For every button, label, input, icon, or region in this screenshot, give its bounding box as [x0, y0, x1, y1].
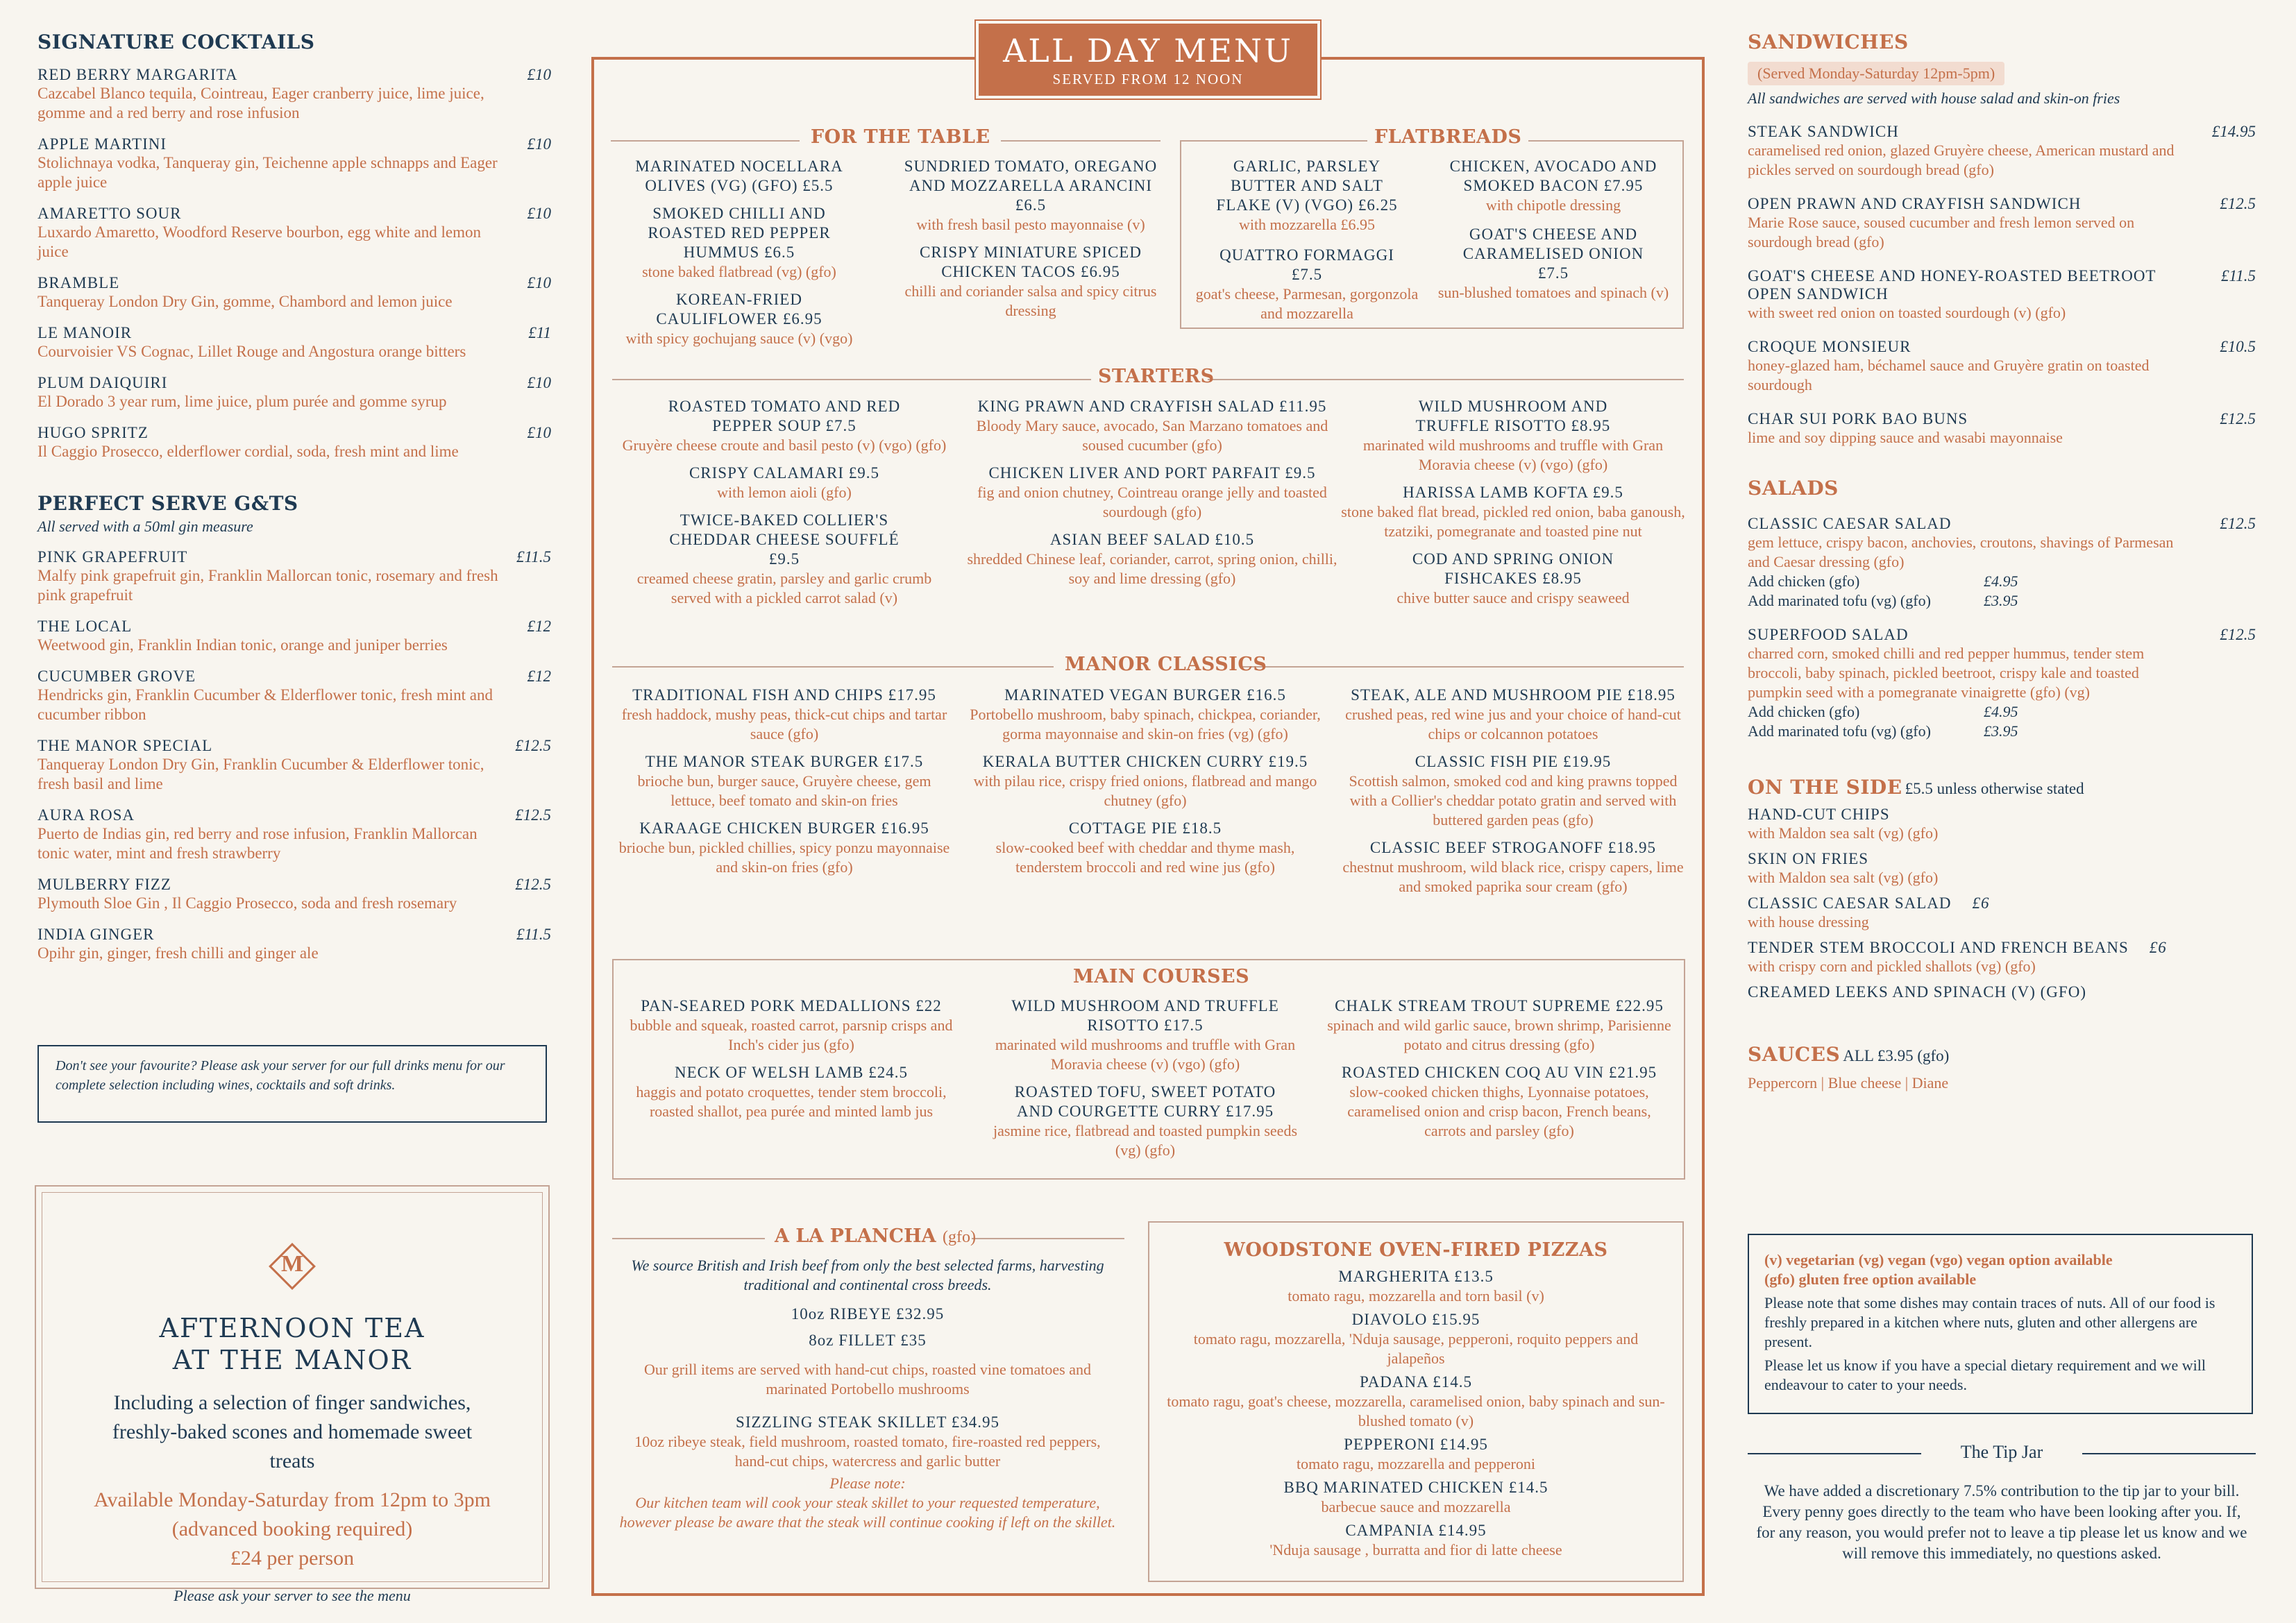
item-description: 'Nduja sausage , burratta and fior di latte cheese [1269, 1541, 1562, 1558]
side-item [1748, 939, 2256, 976]
item-description: creamed cheese gratin, parsley and garlic crumb served with a pickled carrot salad (v) [636, 570, 932, 606]
item-name: QUATTRO FORMAGGI £7.5 [1219, 246, 1394, 283]
menu-item [1166, 1478, 1666, 1517]
item-price: £10.5 [2220, 338, 2256, 355]
item-price: £11.5 [2220, 267, 2256, 284]
item-name: NECK OF WELSH LAMB £24.5 [674, 1064, 908, 1081]
item-description: jasmine rice, flatbread and toasted pumpkin seeds (vg) (gfo) [993, 1122, 1298, 1159]
drinks-column [37, 31, 551, 963]
add-on-label: Add marinated tofu (vg) (gfo) [1748, 722, 1931, 740]
item-description: slow-cooked chicken thighs, Lyonnaise potatoes, caramelised onion and crisp bacon, French beans, carrots and parsley (gfo) [1347, 1083, 1651, 1139]
item-description: with pilau rice, crispy fried onions, flatbread and mango chutney (gfo) [973, 772, 1317, 809]
item-price: £10 [527, 274, 551, 291]
menu-item [618, 686, 951, 744]
item-description: chilli and coriander salsa and spicy citrus dressing [904, 282, 1157, 319]
add-on-price: £3.95 [1984, 592, 2018, 609]
item-description: stone baked flat bread, pickled red onion, baba ganoush, tzatziki, pomegranate and toasted pine nut [1341, 503, 1685, 540]
item-description: with spicy gochujang sauce (v) (vgo) [625, 330, 853, 347]
menu-item [37, 926, 551, 963]
menu-item [1340, 397, 1687, 475]
item-description: lime and soy dipping sauce and wasabi mayonnaise [1748, 429, 2063, 446]
allergen-note-2: Please let us know if you have a special dietary requirement and we will endeavour to cater to your needs. [1764, 1357, 2206, 1393]
item-name: OPEN PRAWN AND CRAYFISH SANDWICH [1748, 195, 2082, 212]
salads-title: SALADS [1748, 477, 1839, 500]
item-description: with Maldon sea salt (vg) (gfo) [1748, 869, 1939, 886]
item-description: chestnut mushroom, wild black rice, crispy capers, lime and smoked paprika sour cream (gfo) [1342, 858, 1684, 895]
item-name: SUPERFOOD SALAD [1748, 626, 1909, 643]
item-description: Tanqueray London Dry Gin, Franklin Cucumber & Elderflower tonic, fresh basil and lime [37, 756, 484, 792]
item-name: PAN-SEARED PORK MEDALLIONS £22 [641, 997, 942, 1014]
item-price: £12 [527, 668, 551, 685]
sides-list [1748, 806, 2256, 1001]
item-name: PEPPERONI £14.95 [1344, 1436, 1488, 1453]
menu-item [1166, 1435, 1666, 1474]
item-description: brioche bun, burger sauce, Gruyère cheese, gem lettuce, beef tomato and skin-on fries [637, 772, 931, 809]
gandt-list [37, 548, 551, 963]
item-description: fresh haddock, mushy peas, thick-cut chips and tartar sauce (gfo) [621, 706, 947, 742]
menu-item [1748, 515, 2256, 611]
allergen-note-1: Please note that some dishes may contain traces of nuts. All of our food is freshly prepared in a kitchen where nuts, gluten and other allergens are present. [1764, 1294, 2215, 1350]
afternoon-tea-box [35, 1185, 550, 1604]
item-price: £12.5 [2220, 195, 2256, 212]
item-description: Cazcabel Blanco tequila, Cointreau, Eager cranberry juice, lime juice, gomme and a red berry and rose infusion [37, 85, 484, 121]
item-description: spinach and wild garlic sauce, brown shrimp, Parisienne potato and citrus dressing (gfo) [1327, 1017, 1671, 1053]
plancha-section [611, 1256, 1124, 1532]
add-on-price: £3.95 [1984, 722, 2018, 740]
item-description: honey-glazed ham, béchamel sauce and Gruyère gratin on toasted sourdough [1748, 357, 2150, 393]
item-price: £12.5 [2220, 626, 2256, 643]
menu-item [1166, 1310, 1666, 1368]
gandt-title: PERFECT SERVE G&TS [37, 492, 298, 515]
item-description: fig and onion chutney, Cointreau orange jelly and toasted sourdough (gfo) [977, 484, 1327, 520]
item-description: crushed peas, red wine jus and your choice of hand-cut chips or colcannon potatoes [1345, 706, 1681, 742]
item-description: Tanqueray London Dry Gin, gomme, Chambord and lemon juice [37, 293, 453, 310]
side-item [1748, 850, 2256, 887]
sauces-list: Peppercorn | Blue cheese | Diane [1748, 1074, 1949, 1091]
menu-item [965, 530, 1340, 588]
plancha-title: A LA PLANCHA (gfo) [775, 1225, 976, 1247]
item-name: ROASTED TOMATO AND RED PEPPER SOUP £7.5 [668, 398, 901, 434]
item-description: tomato ragu, mozzarella and pepperoni [1297, 1455, 1535, 1472]
menu-item [618, 397, 951, 455]
item-price: £12.5 [515, 876, 551, 893]
item-price: £11.5 [516, 548, 551, 566]
plancha-note-title: Please note: [829, 1475, 906, 1492]
menu-item [37, 876, 551, 913]
item-description: Malfy pink grapefruit gin, Franklin Mallorcan tonic, rosemary and fresh pink grapefruit [37, 567, 498, 604]
menu-item [1340, 483, 1687, 541]
item-name: KERALA BUTTER CHICKEN CURRY £19.5 [982, 753, 1308, 770]
sandwiches-title: SANDWICHES [1748, 31, 1909, 53]
side-item [1748, 894, 2256, 932]
item-name: THE MANOR STEAK BURGER £17.5 [645, 753, 924, 770]
menu-item [986, 1082, 1305, 1160]
item-price: £12 [527, 618, 551, 635]
item-name: ROASTED CHICKEN COQ AU VIN £21.95 [1341, 1064, 1657, 1081]
item-name: DIAVOLO £15.95 [1351, 1311, 1480, 1328]
item-name: KOREAN-FRIED CAULIFLOWER £6.95 [656, 291, 822, 328]
menu-item [1340, 686, 1687, 744]
menu-subtitle: SERVED FROM 12 NOON [1052, 71, 1244, 87]
item-description: with house dressing [1748, 913, 1869, 931]
menu-item [1748, 626, 2256, 741]
item-name: CREAMED LEEKS AND SPINACH (V) (GFO) [1748, 983, 2086, 1001]
item-description: Puerto de Indias gin, red berry and rose infusion, Franklin Mallorcan tonic water, mint and fresh strawberry [37, 825, 478, 862]
menu-item [618, 464, 951, 502]
menu-item [1326, 1063, 1673, 1141]
menu-item [1166, 1373, 1666, 1431]
menu-item [1748, 123, 2256, 180]
menu-item [1340, 752, 1687, 830]
menu-item [986, 996, 1305, 1074]
item-description: chive butter sauce and crispy seaweed [1396, 589, 1630, 606]
menu-item [37, 135, 551, 192]
menu-item [618, 511, 951, 608]
item-name: CLASSIC CAESAR SALAD [1748, 515, 1952, 532]
item-name: INDIA GINGER [37, 926, 155, 943]
plancha-intro: We source British and Irish beef from only the best selected farms, harvesting traditional and continental cross breeds. [631, 1257, 1104, 1293]
item-name: CUCUMBER GROVE [37, 668, 196, 685]
menu-item [965, 819, 1326, 877]
item-price: £11 [528, 324, 551, 341]
item-description: charred corn, smoked chilli and red pepper hummus, tender stem broccoli, baby spinach, pickled beetroot, crispy kale and toasted pumpkin seed with a pomegranate vinaigrette (gfo) (vg) [1748, 645, 2145, 701]
item-name: COTTAGE PIE £18.5 [1068, 819, 1222, 837]
item-name: KARAAGE CHICKEN BURGER £16.95 [639, 819, 929, 837]
item-description: Scottish salmon, smoked cod and king prawns topped with a Collier's cheddar potato gratin and served with buttered garden peas (gfo) [1349, 772, 1678, 829]
item-description: Bloody Mary sauce, avocado, San Marzano tomatoes and soused cucumber (gfo) [976, 417, 1328, 454]
item-name: WILD MUSHROOM AND TRUFFLE RISOTTO £8.95 [1415, 398, 1611, 434]
item-name: TWICE-BAKED COLLIER'S CHEDDAR CHEESE SOUFFLÉ £9.5 [669, 511, 900, 568]
item-description: shredded Chinese leaf, coriander, carrot, spring onion, chilli, soy and lime dressing (gfo) [967, 550, 1337, 587]
item-name: CRISPY CALAMARI £9.5 [689, 464, 880, 482]
item-description: with mozzarella £6.95 [1238, 216, 1376, 233]
tip-jar-title: The Tip Jar [1748, 1442, 2256, 1463]
item-description: gem lettuce, crispy bacon, anchovies, croutons, shavings of Parmesan and Caesar dressing (gfo) [1748, 534, 2174, 570]
plancha-skillet-desc: 10oz ribeye steak, field mushroom, roasted tomato, fire-roasted red peppers, hand-cut chips, watercress and garlic butter [634, 1433, 1101, 1470]
plancha-note-text: Our kitchen team will cook your steak skillet to your requested temperature, however please be aware that the steak will continue cooking if left on the skillet. [619, 1494, 1116, 1531]
item-description: tomato ragu, mozzarella and torn basil (v) [1288, 1287, 1544, 1305]
menu-item [888, 243, 1173, 321]
cocktails-title: SIGNATURE COCKTAILS [37, 31, 315, 53]
main-courses-title: MAIN COURSES [1073, 966, 1250, 987]
menu-item [37, 424, 551, 461]
item-description: with chipotle dressing [1485, 196, 1621, 214]
manor-classics-title: MANOR CLASSICS [1065, 654, 1267, 675]
item-price: £10 [527, 66, 551, 83]
menu-item [1166, 1521, 1666, 1560]
menu-item [37, 668, 551, 724]
item-price: £14.95 [2211, 123, 2256, 140]
menu-item [611, 157, 868, 196]
flatbreads-title: FLATBREADS [1367, 126, 1528, 148]
afternoon-tea-availability: Available Monday-Saturday from 12pm to 3pm (advanced booking required) £24 per person [42, 1486, 542, 1573]
item-name: COD AND SPRING ONION FISHCAKES £8.95 [1412, 550, 1614, 587]
add-on [1748, 572, 2256, 591]
menu-item [625, 996, 958, 1055]
afternoon-tea-title: AFTERNOON TEA AT THE MANOR [159, 1313, 425, 1375]
item-name: AMARETTO SOUR [37, 205, 182, 222]
item-price: £10 [527, 374, 551, 391]
item-description: Luxardo Amaretto, Woodford Reserve bourbon, egg white and lemon juice [37, 223, 482, 260]
item-description: bubble and squeak, roasted carrot, parsnip crisps and Inch's cider jus (gfo) [630, 1017, 953, 1053]
menu-item [37, 737, 551, 794]
item-price: £10 [527, 135, 551, 153]
item-description: Il Caggio Prosecco, elderflower cordial, soda, fresh mint and lime [37, 443, 459, 460]
item-name: MARINATED NOCELLARA OLIVES (VG) (GFO) £5.5 [635, 158, 843, 194]
pizzas-title: WOODSTONE OVEN-FIRED PIZZAS [1224, 1239, 1608, 1261]
item-name: BBQ MARINATED CHICKEN £14.5 [1283, 1479, 1548, 1496]
sandwiches-note: All sandwiches are served with house salad and skin-on fries [1748, 90, 2120, 107]
item-description: brioche bun, pickled chillies, spicy ponzu mayonnaise and skin-on fries (gfo) [618, 839, 950, 876]
menu-item [37, 274, 551, 312]
item-description: marinated wild mushrooms and truffle with Gran Moravia cheese (v) (vgo) (gfo) [995, 1036, 1296, 1073]
item-description: with Maldon sea salt (vg) (gfo) [1748, 824, 1939, 842]
menu-item [611, 290, 868, 348]
item-name: HUGO SPRITZ [37, 424, 149, 441]
item-name: CRISPY MINIATURE SPICED CHICKEN TACOS £6.95 [920, 244, 1142, 280]
item-name: SKIN ON FRIES [1748, 850, 1869, 867]
menu-item [618, 819, 951, 877]
item-name: GOAT'S CHEESE AND CARAMELISED ONION £7.5 [1462, 226, 1644, 282]
plancha-skillet-name: SIZZLING STEAK SKILLET £34.95 [736, 1413, 999, 1431]
item-price: £12.5 [2220, 515, 2256, 532]
starters-title: STARTERS [1098, 366, 1215, 387]
drinks-menu-note: Don't see your favourite? Please ask your server for our full drinks menu for our complete selection including wines, cocktails and soft drinks. [37, 1045, 547, 1123]
menu-item [965, 464, 1340, 522]
item-name: TRADITIONAL FISH AND CHIPS £17.95 [632, 686, 936, 704]
item-name: TENDER STEM BROCCOLI AND FRENCH BEANS £6 [1748, 939, 2167, 956]
menu-item [1748, 267, 2256, 323]
item-name: MARINATED VEGAN BURGER £16.5 [1004, 686, 1286, 704]
item-name: LE MANOIR [37, 324, 133, 341]
item-name: AURA ROSA [37, 806, 135, 824]
item-price: £10 [527, 424, 551, 441]
item-description: Marie Rose sauce, soused cucumber and fresh lemon served on sourdough bread (gfo) [1748, 214, 2135, 250]
menu-item [1428, 225, 1678, 303]
sauces-title: SAUCES ALL £3.95 (gfo) [1748, 1043, 1950, 1066]
item-name: GOAT'S CHEESE AND HONEY-ROASTED BEETROOT OPEN SANDWICH [1748, 267, 2156, 303]
add-on-label: Add chicken (gfo) [1748, 572, 1860, 590]
add-on-label: Add chicken (gfo) [1748, 703, 1860, 720]
menu-item [965, 752, 1326, 810]
item-name: KING PRAWN AND CRAYFISH SALAD £11.95 [977, 398, 1327, 415]
item-price: £12.5 [515, 737, 551, 754]
item-description: Hendricks gin, Franklin Cucumber & Elderflower tonic, fresh mint and cucumber ribbon [37, 686, 493, 723]
menu-item [888, 157, 1173, 235]
item-name: CHICKEN LIVER AND PORT PARFAIT £9.5 [988, 464, 1316, 482]
menu-title: ALL DAY MENU [1003, 32, 1293, 69]
item-description: slow-cooked beef with cheddar and thyme mash, tenderstem broccoli and red wine jus (gfo) [995, 839, 1295, 876]
item-description: Portobello mushroom, baby spinach, chickpea, coriander, gorma mayonnaise and skin-on fries (vg) (gfo) [970, 706, 1321, 742]
salads-list [1748, 515, 2256, 741]
sides-title: ON THE SIDE £5.5 unless otherwise stated [1748, 776, 2084, 799]
item-name: MULBERRY FIZZ [37, 876, 171, 893]
menu-item [611, 204, 868, 282]
sandwiches-served: (Served Monday-Saturday 12pm-5pm) [1748, 62, 2004, 85]
item-name: THE MANOR SPECIAL [37, 737, 213, 754]
afternoon-tea-price: £24 per person [230, 1547, 355, 1570]
allergen-key-2: (gfo) gluten free option available [1764, 1271, 1977, 1288]
add-on [1748, 702, 2256, 722]
menu-item [1185, 157, 1428, 235]
item-description: Gruyère cheese croute and basil pesto (v) (vgo) (gfo) [622, 436, 947, 454]
cocktail-list [37, 66, 551, 461]
item-description: tomato ragu, mozzarella, 'Nduja sausage, pepperoni, roquito peppers and jalapeños [1193, 1330, 1639, 1367]
item-name: CLASSIC CAESAR SALAD £6 [1748, 894, 1990, 912]
afternoon-tea-ask: Please ask your server to see the menu [174, 1587, 411, 1604]
menu-item [1748, 410, 2256, 448]
add-on-label: Add marinated tofu (vg) (gfo) [1748, 592, 1931, 609]
item-name: SMOKED CHILLI AND ROASTED RED PEPPER HUMMUS £6.5 [648, 205, 831, 261]
item-price: £12.5 [2220, 410, 2256, 427]
item-description: with sweet red onion on toasted sourdough (v) (gfo) [1748, 304, 2066, 321]
tip-jar-text: We have added a discretionary 7.5% contribution to the tip jar to your bill. Every penny goes directly to the team who have been looking after you. If, for any reason, you would prefer not to leave a tip please let us know and we will remove this immediately, no questions asked. [1756, 1482, 2247, 1562]
menu-item [37, 806, 551, 863]
item-name: STEAK SANDWICH [1748, 123, 1899, 140]
afternoon-tea-desc: Including a selection of finger sandwiches, freshly-baked scones and homemade sweet treats [112, 1391, 473, 1472]
item-name: HARISSA LAMB KOFTA £9.5 [1403, 484, 1623, 501]
item-name: RED BERRY MARGARITA [37, 66, 238, 83]
item-description: haggis and potato croquettes, tender stem broccoli, roasted shallot, pea purée and minted lamb jus [636, 1083, 947, 1120]
item-description: stone baked flatbread (vg) (gfo) [642, 263, 836, 280]
menu-item [1340, 550, 1687, 608]
item-name: MARGHERITA £13.5 [1338, 1268, 1494, 1285]
item-description: with crispy corn and pickled shallots (vg) (gfo) [1748, 958, 2036, 975]
item-description: tomato ragu, goat's cheese, mozzarella, caramelised onion, baby spinach and sun-blushed tomato (v) [1167, 1393, 1665, 1429]
for-the-table-title: FOR THE TABLE [811, 126, 990, 148]
item-name: CHICKEN, AVOCADO AND SMOKED BACON £7.95 [1449, 158, 1657, 194]
item-name: THE LOCAL [37, 618, 133, 635]
item-name: PADANA £14.5 [1360, 1373, 1472, 1391]
item-description: Weetwood gin, Franklin Indian tonic, orange and juniper berries [37, 636, 448, 654]
item-description: with lemon aioli (gfo) [717, 484, 852, 501]
menu-item [1748, 195, 2256, 252]
item-name: HAND-CUT CHIPS [1748, 806, 1890, 823]
menu-header-badge [976, 21, 1320, 99]
item-description: goat's cheese, Parmesan, gorgonzola and mozzarella [1195, 285, 1419, 322]
add-on [1748, 591, 2256, 611]
item-description: with fresh basil pesto mayonnaise (v) [916, 216, 1145, 233]
item-name: CROQUE MONSIEUR [1748, 338, 1911, 355]
item-name: SUNDRIED TOMATO, OREGANO AND MOZZARELLA ARANCINI £6.5 [904, 158, 1158, 214]
item-name: ASIAN BEEF SALAD £10.5 [1049, 531, 1255, 548]
add-on-price: £4.95 [1984, 703, 2018, 720]
item-description: barbecue sauce and mozzarella [1321, 1498, 1511, 1515]
menu-item [37, 324, 551, 362]
gandt-subtitle: All served with a 50ml gin measure [37, 518, 253, 535]
side-item [1748, 983, 2256, 1001]
menu-item [1185, 246, 1428, 323]
menu-item [37, 374, 551, 411]
allergen-info-box [1748, 1234, 2253, 1414]
item-description: caramelised red onion, glazed Gruyère cheese, American mustard and pickles served on sourdough bread (gfo) [1748, 142, 2175, 178]
menu-item [1166, 1267, 1666, 1306]
menu-item [1748, 338, 2256, 395]
item-description: marinated wild mushrooms and truffle with Gran Moravia cheese (v) (vgo) (gfo) [1362, 436, 1664, 473]
item-name: CHALK STREAM TROUT SUPREME £22.95 [1335, 997, 1664, 1014]
menu-item [1326, 996, 1673, 1055]
item-price: £6 [2149, 939, 2167, 956]
item-name: CHAR SUI PORK BAO BUNS [1748, 410, 1968, 427]
menu-item [37, 548, 551, 605]
plancha-served: Our grill items are served with hand-cut chips, roasted vine tomatoes and marinated Portobello mushrooms [644, 1361, 1091, 1397]
menu-item [618, 752, 951, 810]
menu-item [37, 66, 551, 123]
item-name: ROASTED TOFU, SWEET POTATO AND COURGETTE CURRY £17.95 [1014, 1083, 1276, 1120]
item-name: GARLIC, PARSLEY BUTTER AND SALT FLAKE (V) (VGO) £6.25 [1216, 158, 1398, 214]
plancha-fillet: 8oz FILLET £35 [809, 1332, 927, 1349]
item-name: WILD MUSHROOM AND TRUFFLE RISOTTO £17.5 [1011, 997, 1279, 1034]
plancha-ribeye: 10oz RIBEYE £32.95 [791, 1305, 945, 1323]
item-price: £6 [1972, 894, 1990, 912]
menu-item [1340, 838, 1687, 897]
item-name: PINK GRAPEFRUIT [37, 548, 188, 566]
sandwiches-list [1748, 123, 2256, 448]
add-on [1748, 722, 2256, 741]
menu-item [965, 397, 1340, 455]
allergen-key-1: (v) vegetarian (vg) vegan (vgo) vegan option available [1764, 1251, 2113, 1268]
item-name: APPLE MARTINI [37, 135, 167, 153]
menu-item [1428, 157, 1678, 215]
item-description: Stolichnaya vodka, Tanqueray gin, Teichenne apple schnapps and Eager apple juice [37, 154, 498, 191]
item-name: CLASSIC BEEF STROGANOFF £18.95 [1369, 839, 1657, 856]
menu-item [37, 205, 551, 262]
item-name: STEAK, ALE AND MUSHROOM PIE £18.95 [1351, 686, 1675, 704]
item-description: Opihr gin, ginger, fresh chilli and ginger ale [37, 944, 319, 962]
item-description: El Dorado 3 year rum, lime juice, plum purée and gomme syrup [37, 393, 447, 410]
menu-item [625, 1063, 958, 1121]
add-on-price: £4.95 [1984, 572, 2018, 590]
right-column [1748, 31, 2256, 1092]
item-name: BRAMBLE [37, 274, 120, 291]
item-description: Courvoisier VS Cognac, Lillet Rouge and Angostura orange bitters [37, 343, 466, 360]
item-name: PLUM DAIQUIRI [37, 374, 168, 391]
item-price: £10 [527, 205, 551, 222]
item-name: CLASSIC FISH PIE £19.95 [1415, 753, 1612, 770]
item-description: Plymouth Sloe Gin , Il Caggio Prosecco, soda and fresh rosemary [37, 894, 457, 912]
menu-item [965, 686, 1326, 744]
menu-item [37, 618, 551, 655]
item-description: sun-blushed tomatoes and spinach (v) [1437, 284, 1669, 301]
item-name: CAMPANIA £14.95 [1345, 1522, 1487, 1539]
item-price: £12.5 [515, 806, 551, 824]
side-item [1748, 806, 2256, 843]
manor-logo-icon: M [267, 1241, 317, 1291]
item-price: £11.5 [516, 926, 551, 943]
